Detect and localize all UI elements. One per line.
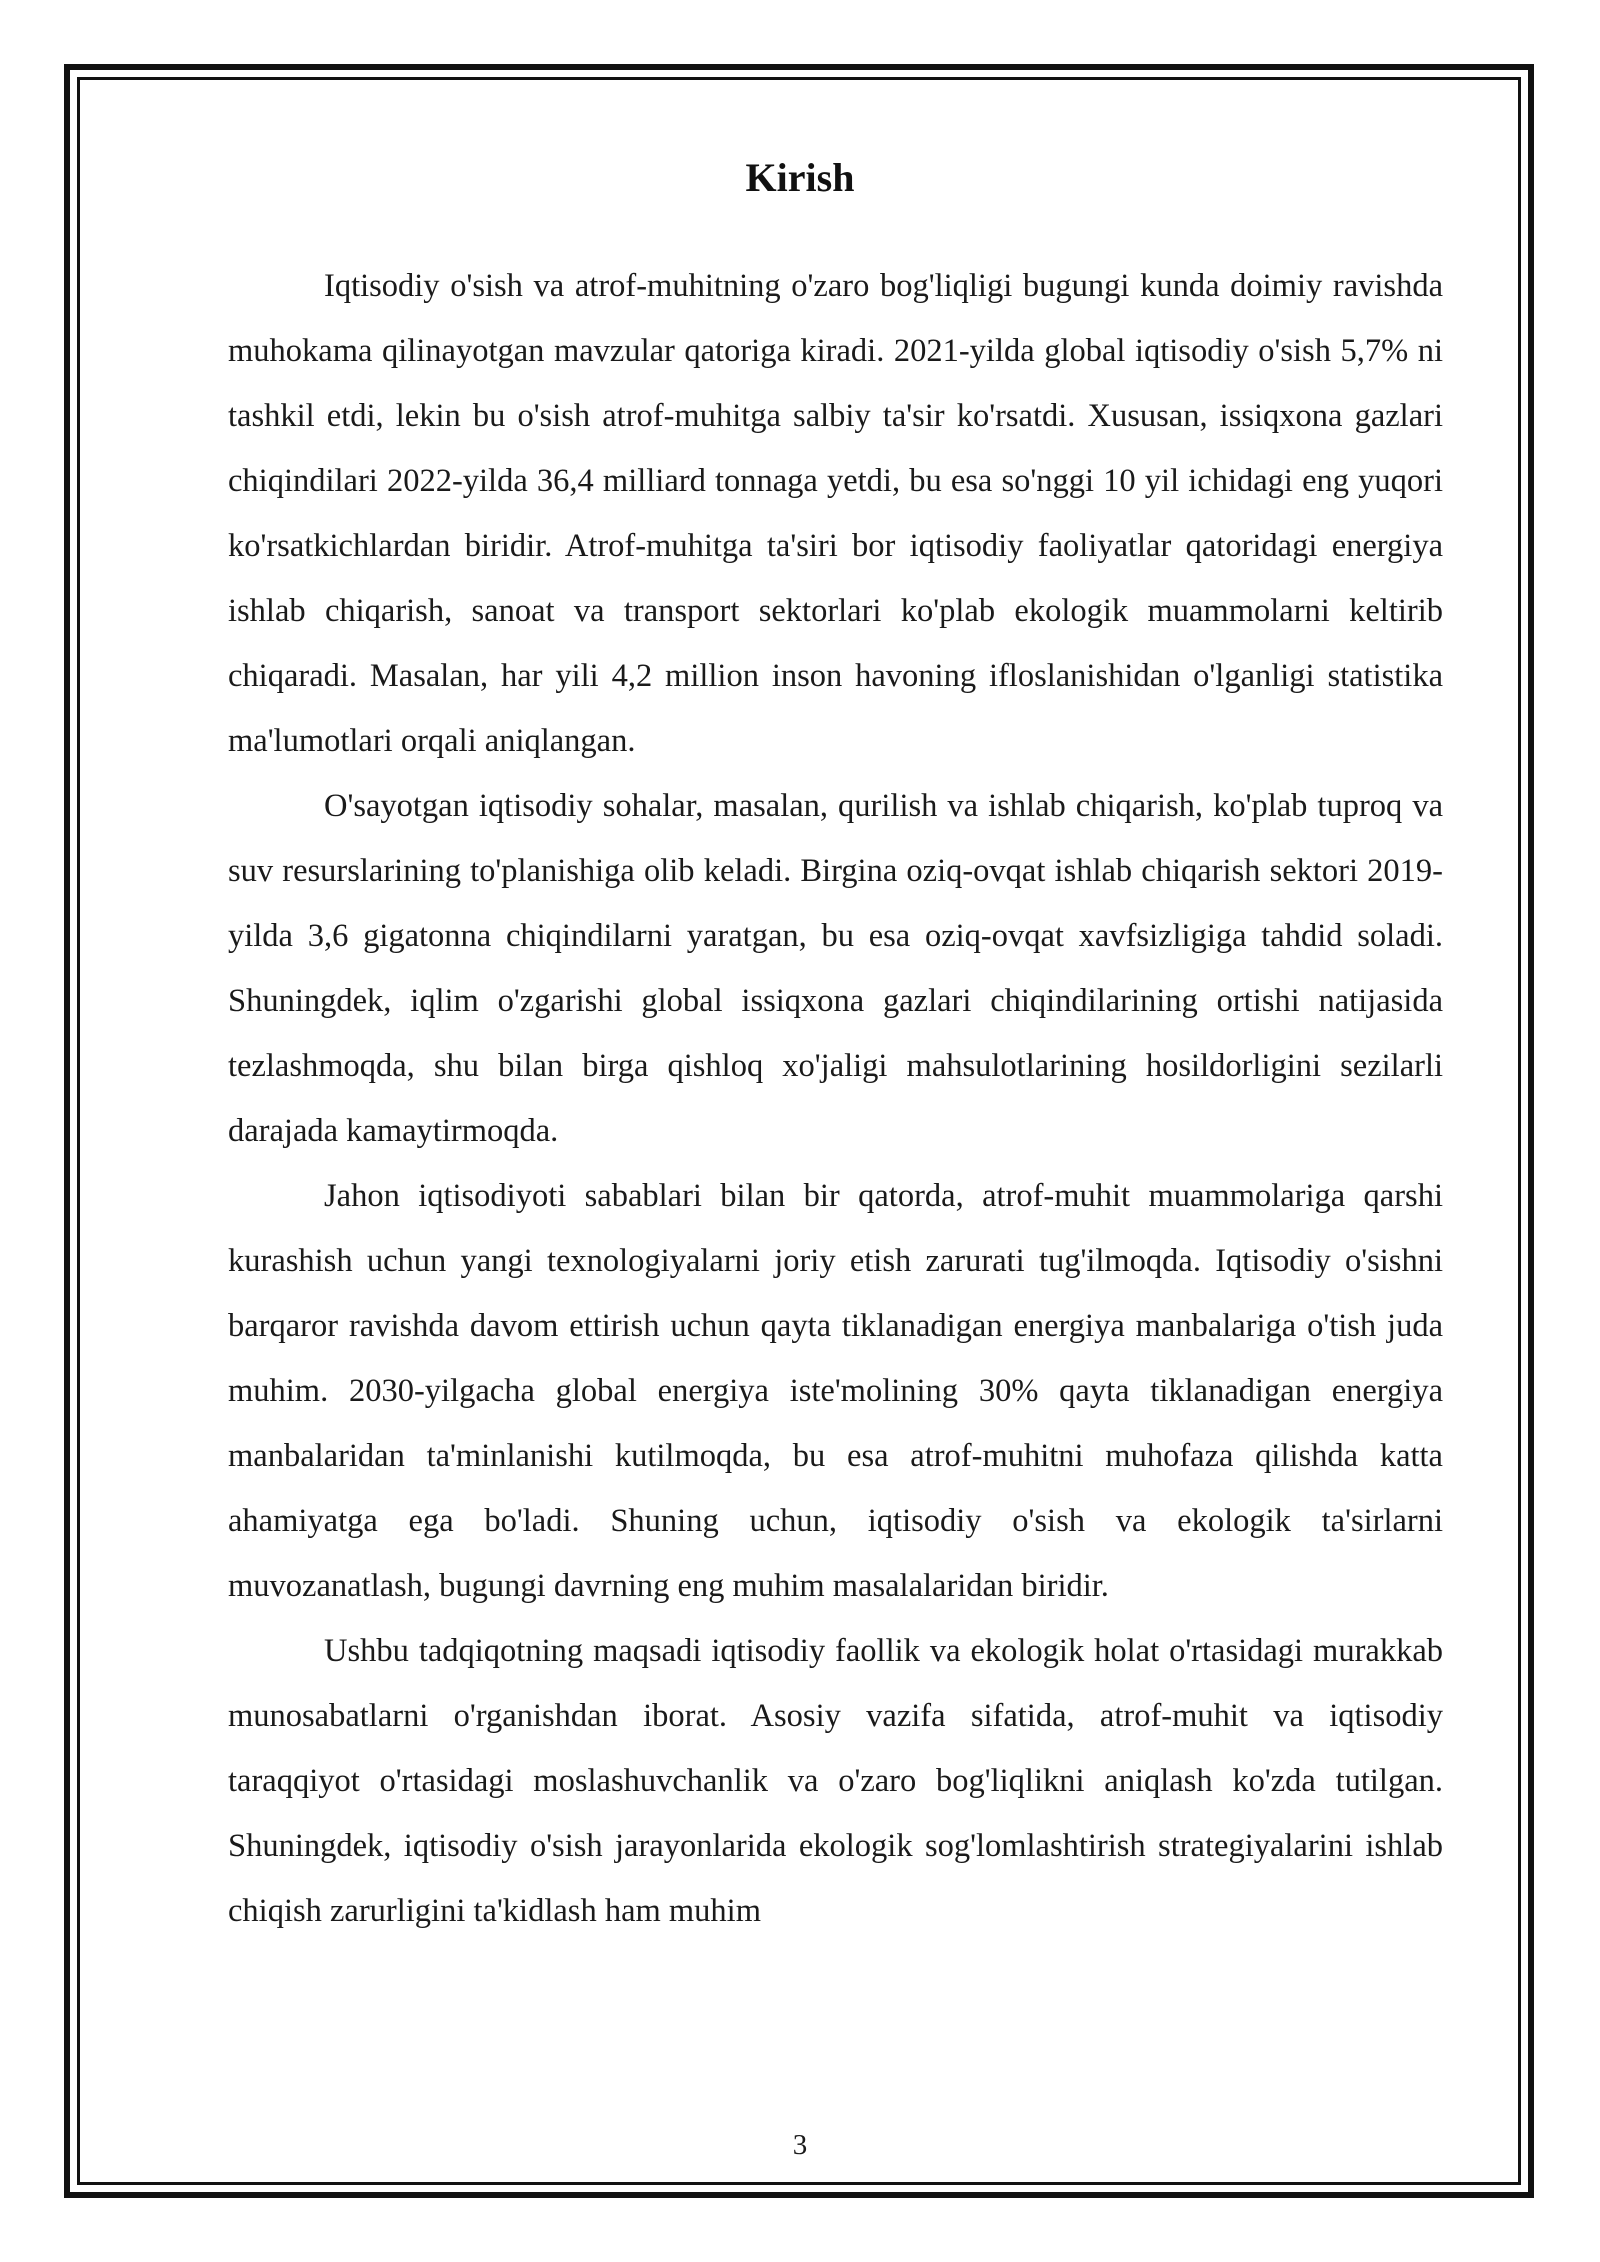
paragraph-1: Iqtisodiy o'sish va atrof-muhitning o'zaro bog'liqligi bugungi kunda doimiy ravishda muhokama qilinayotgan mavzular qatoriga kiradi. 2021-yilda global iqtisodiy o'sish 5,7% ni tashkil etdi, lekin bu o'sish atrof-muhitga salbiy ta'sir ko'rsatdi. Xususan, issiqxona gazlari chiqindilari 2022-yilda 36,4 milliard tonnaga yetdi, bu esa so'nggi 10 yil ichidagi eng yuqori ko'rsatkichlardan biridir. Atrof-muhitga ta'siri bor iqtisodiy faoliyatlar qatoridagi energiya ishlab chiqarish, sanoat va transport sektorlari ko'plab ekologik muammolarni keltirib chiqaradi. Masalan, har yili 4,2 million inson havoning ifloslanishidan o'lganligi statistika ma'lumotlari orqali aniqlangan.	[228, 268, 1443, 759]
paragraph-3: Jahon iqtisodiyoti sabablari bilan bir qatorda, atrof-muhit muammolariga qarshi kurashish uchun yangi texnologiyalarni joriy etish zarurati tug'ilmoqda. Iqtisodiy o'sishni barqaror ravishda davom ettirish uchun qayta tiklanadigan energiya manbalariga o'tish juda muhim. 2030-yilgacha global energiya iste'molining 30% qayta tiklanadigan energiya manbalaridan ta'minlanishi kutilmoqda, bu esa atrof-muhitni muhofaza qilishda katta ahamiyatga ega bo'ladi. Shuning uchun, iqtisodiy o'sish va ekologik ta'sirlarni muvozanatlash, bugungi davrning eng muhim masalalaridan biridir.	[228, 1178, 1443, 1604]
page-title: Kirish	[745, 155, 855, 200]
body-text	[228, 254, 1443, 1944]
paragraph-2: O'sayotgan iqtisodiy sohalar, masalan, qurilish va ishlab chiqarish, ko'plab tuproq va suv resurslarining to'planishiga olib keladi. Birgina oziq-ovqat ishlab chiqarish sektori 2019-yilda 3,6 gigatonna chiqindilarni yaratgan, bu esa oziq-ovqat xavfsizligiga tahdid soladi. Shuningdek, iqlim o'zgarishi global issiqxona gazlari chiqindilarining ortishi natijasida tezlashmoqda, shu bilan birga qishloq xo'jaligi mahsulotlarining hosildorligini sezilarli darajada kamaytirmoqda.	[228, 788, 1443, 1149]
paragraph-4: Ushbu tadqiqotning maqsadi iqtisodiy faollik va ekologik holat o'rtasidagi murakkab munosabatlarni o'rganishdan iborat. Asosiy vazifa sifatida, atrof-muhit va iqtisodiy taraqqiyot o'rtasidagi moslashuvchanlik va o'zaro bog'liqlikni aniqlash ko'zda tutilgan. Shuningdek, iqtisodiy o'sish jarayonlarida ekologik sog'lomlashtirish strategiyalarini ishlab chiqish zarurligini ta'kidlash ham muhim	[228, 1633, 1443, 1929]
page-number: 3	[792, 2129, 808, 2161]
